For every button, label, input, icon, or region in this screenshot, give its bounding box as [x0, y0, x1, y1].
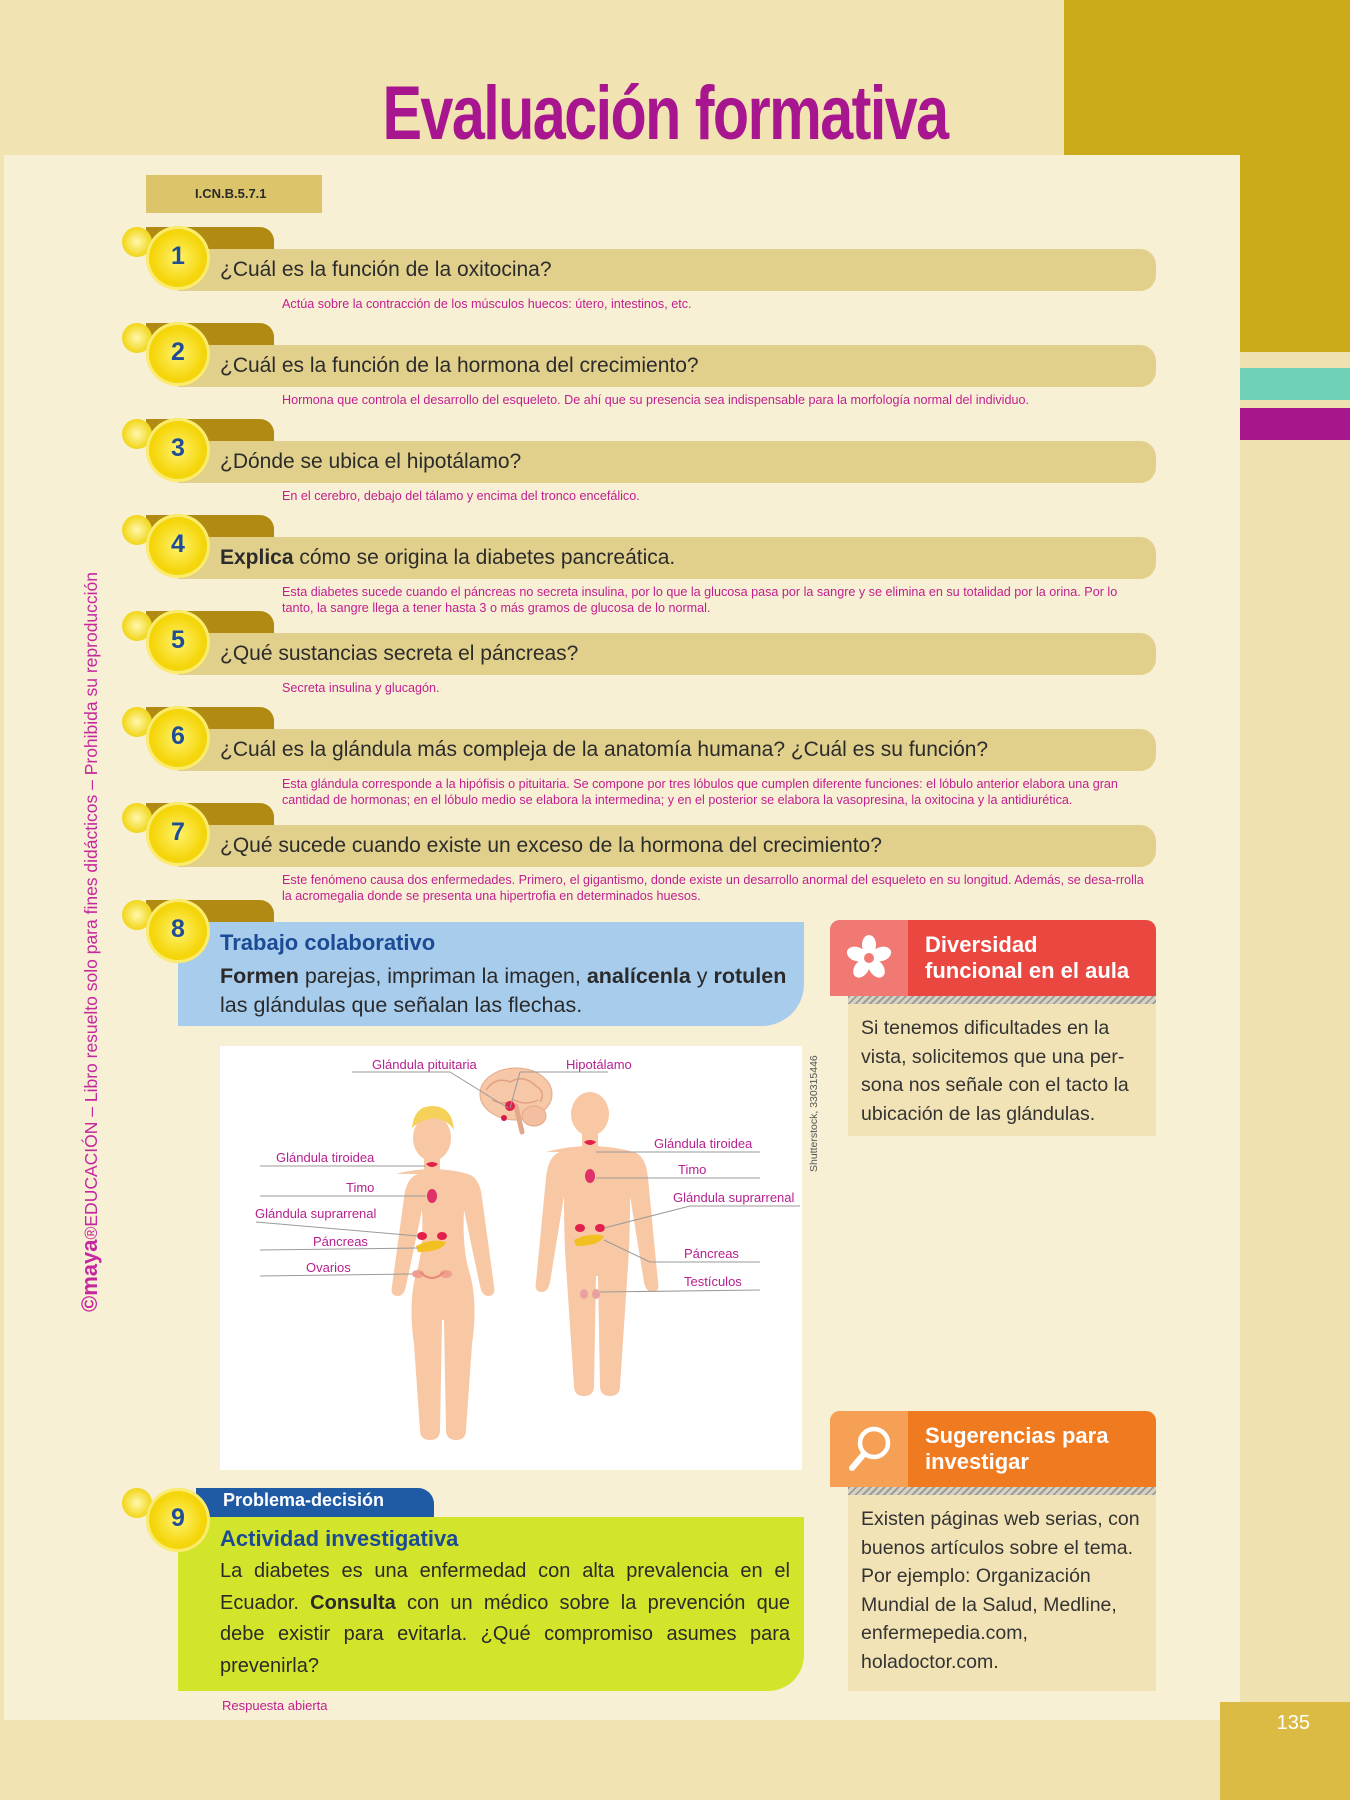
collab-span: y — [690, 964, 714, 988]
collab-bold: analícenla — [586, 964, 691, 988]
diversity-body: Si tenemos dificultades en la vista, solicitemos que una per-sona nos señale con el tacto la ubicación de las glándulas. — [848, 1004, 1156, 1136]
label-suprarrenal-m: Glándula suprarrenal — [673, 1190, 795, 1205]
question-number: 8 — [171, 915, 185, 943]
question-bar — [178, 537, 1156, 579]
asterisk-flower-icon — [830, 920, 908, 996]
investigation-span: con un médico sobre la prevención que debe existir para evitarla. ¿Qué compromiso asumes para prevenirla? — [220, 1591, 790, 1677]
answer-text: Esta glándula corresponde a la hipófisis o pituitaria. Se compone por tres lóbulos que cumplen diferente funciones: el lóbulo anterior elabora una gran cantidad de hormonas; en el lóbulo medio se elabora la intermedina; y en el posterior se elabora la vasopresina, la oxitocina y la antidiurética. — [282, 777, 1118, 807]
label-timo-f: Timo — [346, 1180, 375, 1195]
collab-title: Trabajo colaborativo — [220, 930, 436, 955]
research-box — [830, 1411, 1156, 1691]
diversity-title — [925, 932, 1129, 984]
decor-teal-stripe — [1240, 368, 1350, 400]
label-pituitaria: Glándula pituitaria — [372, 1057, 477, 1072]
question-number: 4 — [171, 530, 185, 558]
label-ovarios: Ovarios — [306, 1260, 351, 1275]
diversity-header — [830, 920, 1156, 996]
question-text: ¿Qué sustancias secreta el páncreas? — [220, 642, 579, 665]
question-bar — [178, 633, 1156, 675]
problem-decision-label: Problema-decisión — [223, 1490, 385, 1510]
collab-text — [220, 962, 800, 1020]
answer-text: Hormona que controla el desarrollo del esqueleto. De ahí que su presencia sea indispensable para la morfología normal del individuo. — [282, 393, 1029, 407]
answer-text: Actúa sobre la contracción de los músculos huecos: útero, intestinos, etc. — [282, 297, 692, 311]
question-text: ¿Cuál es la glándula más compleja de la anatomía humana? ¿Cuál es su función? — [220, 738, 989, 761]
research-body: Existen páginas web serias, con buenos artículos sobre el tema. Por ejemplo: Organización Mundial de la Salud, Medline, enfermepedia.com, holadoctor.com. — [848, 1495, 1156, 1691]
answer-text: Esta diabetes sucede cuando el páncreas no secreta insulina, por lo que la glucosa pasa por la sangre y se elimina en su totalidad por la orina. Por lo tanto, la sangre llega a tener hasta 3 o más gramos de glucosa de lo normal. — [282, 585, 1118, 615]
collab-span: parejas, impriman la imagen, — [298, 964, 587, 988]
question-number: 5 — [171, 626, 185, 654]
decor-cream-strip — [1240, 352, 1350, 1702]
label-pancreas-f: Páncreas — [313, 1234, 368, 1249]
collab-bold: rotulen — [713, 964, 787, 988]
question-number: 2 — [171, 338, 185, 366]
copyright-text: ®EDUCACIÓN – Libro resuelto solo para fines didácticos – Prohibida su reproducción — [81, 571, 101, 1240]
collab-span: las glándulas que señalan las flechas. — [220, 993, 583, 1017]
decor-bottom-band — [0, 1720, 1220, 1800]
brand-logo-text: ©maya — [77, 1239, 102, 1312]
male-body-illustration — [536, 1092, 659, 1396]
answer-text: En el cerebro, debajo del tálamo y encima del tronco encefálico. — [282, 489, 640, 503]
label-hipotalamo: Hipotálamo — [566, 1057, 632, 1072]
question-text: ¿Cuál es la función de la oxitocina? — [220, 258, 552, 281]
answer-text: Secreta insulina y glucagón. — [282, 681, 440, 695]
curriculum-code-badge: I.CN.B.5.7.1 — [146, 175, 322, 213]
label-suprarrenal-f: Glándula suprarrenal — [255, 1206, 377, 1221]
question-number: 6 — [171, 722, 185, 750]
diversity-box — [830, 920, 1156, 1136]
research-title-line: Sugerencias para — [925, 1423, 1109, 1448]
question-number: 9 — [171, 1504, 185, 1532]
hatch-divider — [848, 996, 1156, 1004]
label-tiroidea-f: Glándula tiroidea — [276, 1150, 375, 1165]
investigation-span: La diabetes es una enfermedad con alta prevalencia en el Ecuador. — [220, 1560, 790, 1614]
investigation-bold: Consulta — [310, 1591, 396, 1614]
question-bar — [178, 345, 1156, 387]
question-text: cómo se origina la diabetes pancreática. — [293, 546, 676, 569]
question-bar — [178, 249, 1156, 291]
answer-text: Este fenómeno causa dos enfermedades. Primero, el gigantismo, donde existe un desarrollo anormal del esqueleto en su longitud. Además, se desa-rrolla la acromegalia donde se presenta una hipertrofia en determinados huesos. — [282, 873, 1144, 903]
brain-illustration — [480, 1068, 552, 1132]
research-title-line: investigar — [925, 1449, 1029, 1474]
page-number: 135 — [1276, 1712, 1310, 1734]
research-title — [925, 1423, 1108, 1475]
open-answer-text: Respuesta abierta — [222, 1698, 328, 1713]
question-number: 1 — [171, 242, 185, 270]
investigation-text — [220, 1556, 790, 1682]
endocrine-diagram — [220, 1046, 802, 1470]
diversity-title-line: Diversidad — [925, 932, 1038, 957]
question-number: 3 — [171, 434, 185, 462]
label-testiculos: Testículos — [684, 1274, 742, 1289]
collab-bold: Formen — [220, 964, 299, 988]
question-text: ¿Qué sucede cuando existe un exceso de la hormona del crecimiento? — [220, 834, 882, 857]
question-number: 7 — [171, 818, 185, 846]
question-text: ¿Cuál es la función de la hormona del crecimiento? — [220, 354, 699, 377]
decor-magenta-stripe — [1240, 408, 1350, 440]
image-credit: Shutterstock, 330315446 — [808, 1055, 820, 1172]
label-pancreas-m: Páncreas — [684, 1246, 739, 1261]
investigation-title: Actividad investigativa — [220, 1526, 459, 1551]
question-bold: Explica — [220, 546, 294, 569]
question-bar — [178, 729, 1156, 771]
label-timo-m: Timo — [678, 1162, 707, 1177]
copyright-side-note — [68, 482, 112, 1312]
question-bar — [178, 441, 1156, 483]
research-header — [830, 1411, 1156, 1487]
endocrine-illustration — [220, 1046, 802, 1470]
diversity-title-line: funcional en el aula — [925, 958, 1130, 983]
question-bar — [178, 825, 1156, 867]
magnifier-icon — [830, 1411, 908, 1487]
hatch-divider — [848, 1487, 1156, 1495]
label-tiroidea-m: Glándula tiroidea — [654, 1136, 753, 1151]
question-text: ¿Dónde se ubica el hipotálamo? — [220, 450, 522, 473]
page-title: Evaluación formativa — [382, 71, 948, 156]
